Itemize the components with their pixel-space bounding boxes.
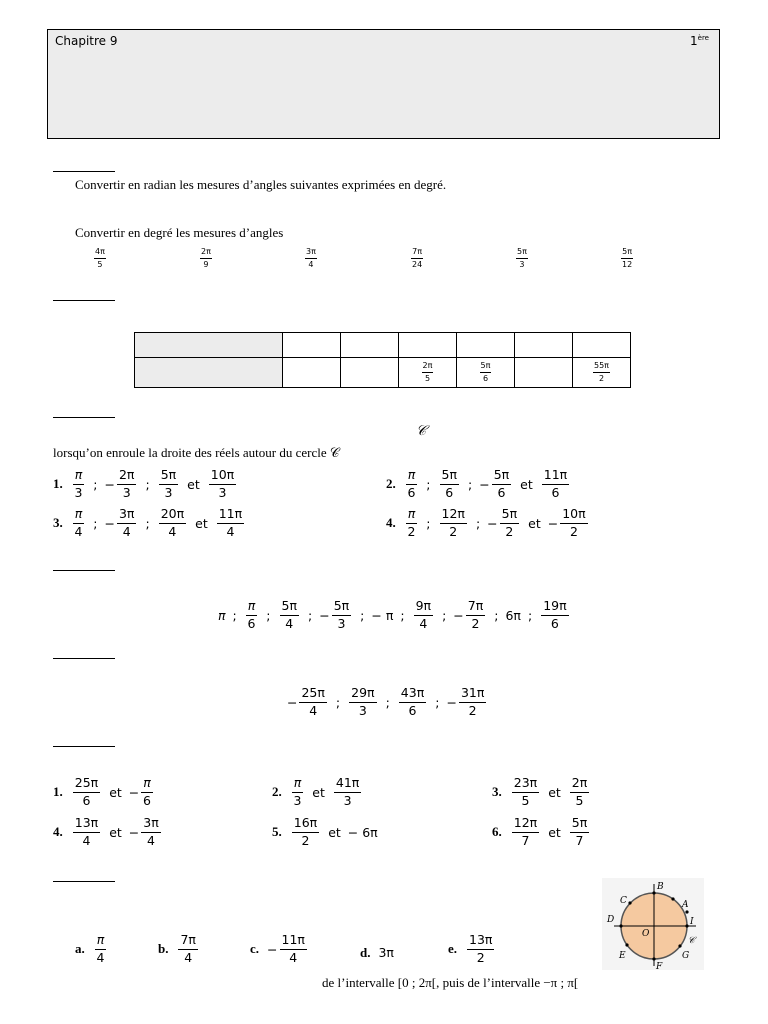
table-header-cell [135, 333, 283, 358]
table-cell: $\frac{2\pi}{5}$ [399, 358, 457, 388]
table-cell [573, 333, 631, 358]
exercise-4-rule [53, 570, 115, 571]
table-cell [457, 333, 515, 358]
ex3-item-1: 1. $\frac{\pi}{3}$ ; − $\frac{2\pi}{3}$ ; $\frac{5\pi}{3}$ et $\frac{10\pi}{3}$ [53, 467, 235, 500]
ex5-list: − $\frac{25\pi}{4}$ ; $\frac{29\pi}{3}$ ; $\frac{43\pi}{6}$ ; − $\frac{31\pi}{2}$ [287, 685, 485, 718]
exercise-6-rule [53, 746, 115, 747]
ex7-item-b: b. $\frac{7\pi}{4}$ [158, 932, 196, 965]
circle-symbol: 𝒞 [416, 424, 427, 439]
point-label-I: I [690, 917, 694, 927]
ex1-fraction: $\frac{7\pi}{24}$ [412, 247, 423, 269]
ex7-item-c: c. − $\frac{11\pi}{4}$ [250, 932, 305, 965]
ex1-fraction: $\frac{3\pi}{4}$ [306, 247, 316, 269]
ex1-fraction: $\frac{5\pi}{3}$ [517, 247, 527, 269]
ex6-item-4: 4. $\frac{13\pi}{4}$ et − $\frac{3\pi}{4}$ [53, 815, 159, 848]
point-label-B: B [657, 882, 664, 892]
ex7-item-d: d. 3π [360, 944, 394, 960]
exercise-7-rule [53, 881, 115, 882]
point-label-F: F [656, 962, 663, 970]
ex1-instruction-1: Convertir en radian les mesures d’angles suivantes exprimées en degré. [75, 177, 447, 192]
ex6-item-1: 1. $\frac{25\pi}{6}$ et − $\frac{\pi}{6}$ [53, 775, 151, 808]
ex7-item-e: e. $\frac{13\pi}{2}$ [448, 932, 493, 965]
chapter-header [47, 29, 720, 139]
table-cell [341, 333, 399, 358]
ex3-intro: lorsqu’on enroule la droite des réels autour du cercle 𝒞 [53, 445, 340, 460]
table-cell [515, 358, 573, 388]
ex3-item-3: 3. $\frac{\pi}{4}$ ; − $\frac{3\pi}{4}$ ; $\frac{20\pi}{4}$ et $\frac{11\pi}{4}$ [53, 506, 243, 539]
trigonometric-circle-figure [602, 878, 704, 970]
ex6-item-2: 2. $\frac{\pi}{3}$ et $\frac{41\pi}{3}$ [272, 775, 360, 808]
table-cell: $\frac{5\pi}{6}$ [457, 358, 515, 388]
ex1-fraction: $\frac{2\pi}{9}$ [201, 247, 211, 269]
ex3-item-4: 4. $\frac{\pi}{2}$ ; $\frac{12\pi}{2}$ ; − $\frac{5\pi}{2}$ et − $\frac{10\pi}{2}$ [386, 506, 586, 539]
ex3-item-2: 2. $\frac{\pi}{6}$ ; $\frac{5\pi}{6}$ ; − $\frac{5\pi}{6}$ et $\frac{11\pi}{6}$ [386, 467, 568, 500]
ex6-item-6: 6. $\frac{12\pi}{7}$ et $\frac{5\pi}{7}$ [492, 815, 588, 848]
ex6-item-3: 3. $\frac{23\pi}{5}$ et $\frac{2\pi}{5}$ [492, 775, 588, 808]
exercise-2-rule [53, 300, 115, 301]
table-cell [283, 333, 341, 358]
point-label-G: G [682, 951, 690, 961]
conversion-table [134, 332, 631, 388]
ex4-list: π ; $\frac{\pi}{6}$ ; $\frac{5\pi}{4}$ ; − $\frac{5\pi}{3}$ ; − π ; $\frac{9\pi}{4}$ ; − $\frac{7\pi}{2}$ ; 6π ; $\frac{19\pi}{6}$ [218, 598, 567, 631]
circle-label: 𝒞 [688, 936, 695, 946]
exercise-1-rule [53, 171, 115, 172]
ex1-fraction: $\frac{5\pi}{12}$ [622, 247, 633, 269]
ex1-instruction-2: Convertir en degré les mesures d’angles [75, 225, 284, 240]
table-cell [283, 358, 341, 388]
ex7-instruction: de l’intervalle [0 ; 2π[, puis de l’intervalle −π ; π[ [322, 975, 579, 990]
point-label-A: A [682, 900, 689, 910]
point-label-O: O [642, 929, 650, 939]
class-level: 1ère [690, 34, 709, 48]
point-label-E: E [619, 951, 626, 961]
point-label-C: C [620, 896, 627, 906]
table-cell: $\frac{55\pi}{2}$ [573, 358, 631, 388]
exercise-5-rule [53, 658, 115, 659]
table-header-cell [135, 358, 283, 388]
table-cell [515, 333, 573, 358]
table-row [135, 358, 631, 388]
ex1-fraction: $\frac{4\pi}{5}$ [95, 247, 105, 269]
table-cell [399, 333, 457, 358]
ex6-item-5: 5. $\frac{16\pi}{2}$ et − 6π [272, 815, 378, 848]
table-cell [341, 358, 399, 388]
exercise-3-rule [53, 417, 115, 418]
chapter-title: Chapitre 9 [55, 34, 118, 48]
table-row [135, 333, 631, 358]
ex7-item-a: a. $\frac{\pi}{4}$ [75, 932, 105, 965]
point-label-D: D [607, 915, 615, 925]
